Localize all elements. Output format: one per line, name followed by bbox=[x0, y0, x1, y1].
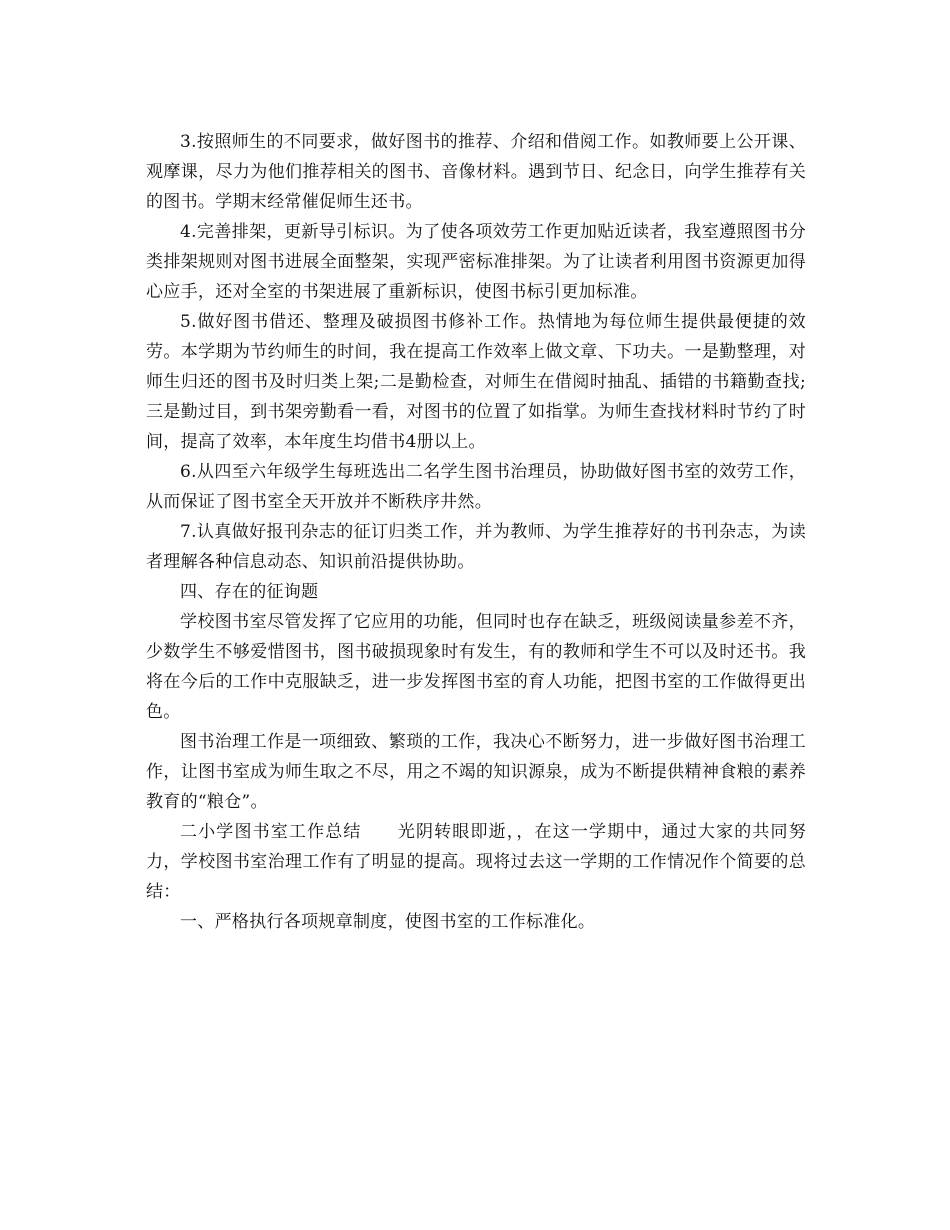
paragraph-item-4: 4.完善排架，更新导引标识。为了使各项效劳工作更加贴近读者，我室遵照图书分类排架规则对图书进展全面整架，实现严密标准排架。为了让读者利用图书资源更加得心应手，还对全室的书架进展了重新标识，使图书标引更加标准。 bbox=[146, 222, 806, 302]
paragraph-item-3: 3.按照师生的不同要求，做好图书的推荐、介绍和借阅工作。如教师要上公开课、观摩课，尽力为他们推荐相关的图书、音像材料。遇到节日、纪念日，向学生推荐有关的图书。学期末经常催促师生还书。 bbox=[146, 132, 806, 212]
section-heading-rules: 一、严格执行各项规章制度，使图书室的工作标准化。 bbox=[180, 912, 596, 932]
document-body bbox=[146, 127, 806, 937]
paragraph-issues: 学校图书室尽管发挥了它应用的功能，但同时也存在缺乏，班级阅读量参差不齐，少数学生不够爱惜图书，图书破损现象时有发生，有的教师和学生不可以及时还书。我将在今后的工作中克服缺乏，进一步发挥图书室的育人功能，把图书室的工作做得更出色。 bbox=[146, 612, 806, 722]
paragraph-summary-intro: 二小学图书室工作总结 光阴转眼即逝，，在这一学期中，通过大家的共同努力，学校图书室治理工作有了明显的提高。现将过去这一学期的工作情况作个简要的总结： bbox=[146, 822, 806, 902]
paragraph-resolution: 图书治理工作是一项细致、繁琐的工作，我决心不断努力，进一步做好图书治理工作，让图书室成为师生取之不尽，用之不竭的知识源泉，成为不断提供精神食粮的素养教育的“粮仓”。 bbox=[146, 732, 806, 812]
paragraph-item-6: 6.从四至六年级学生每班选出二名学生图书治理员，协助做好图书室的效劳工作，从而保证了图书室全天开放并不断秩序井然。 bbox=[146, 462, 806, 512]
section-heading-issues: 四、存在的征询题 bbox=[180, 582, 319, 602]
paragraph-item-7: 7.认真做好报刊杂志的征订归类工作，并为教师、为学生推荐好的书刊杂志，为读者理解各种信息动态、知识前沿提供协助。 bbox=[146, 522, 806, 572]
paragraph-item-5: 5.做好图书借还、整理及破损图书修补工作。热情地为每位师生提供最便捷的效劳。本学期为节约师生的时间，我在提高工作效率上做文章、下功夫。一是勤整理，对师生归还的图书及时归类上架;二是勤检查，对师生在借阅时抽乱、插错的书籍勤查找;三是勤过目，到书架旁勤看一看，对图书的位置了如指掌。为师生查找材料时节约了时间，提高了效率，本年度生均借书4册以上。 bbox=[146, 312, 806, 452]
